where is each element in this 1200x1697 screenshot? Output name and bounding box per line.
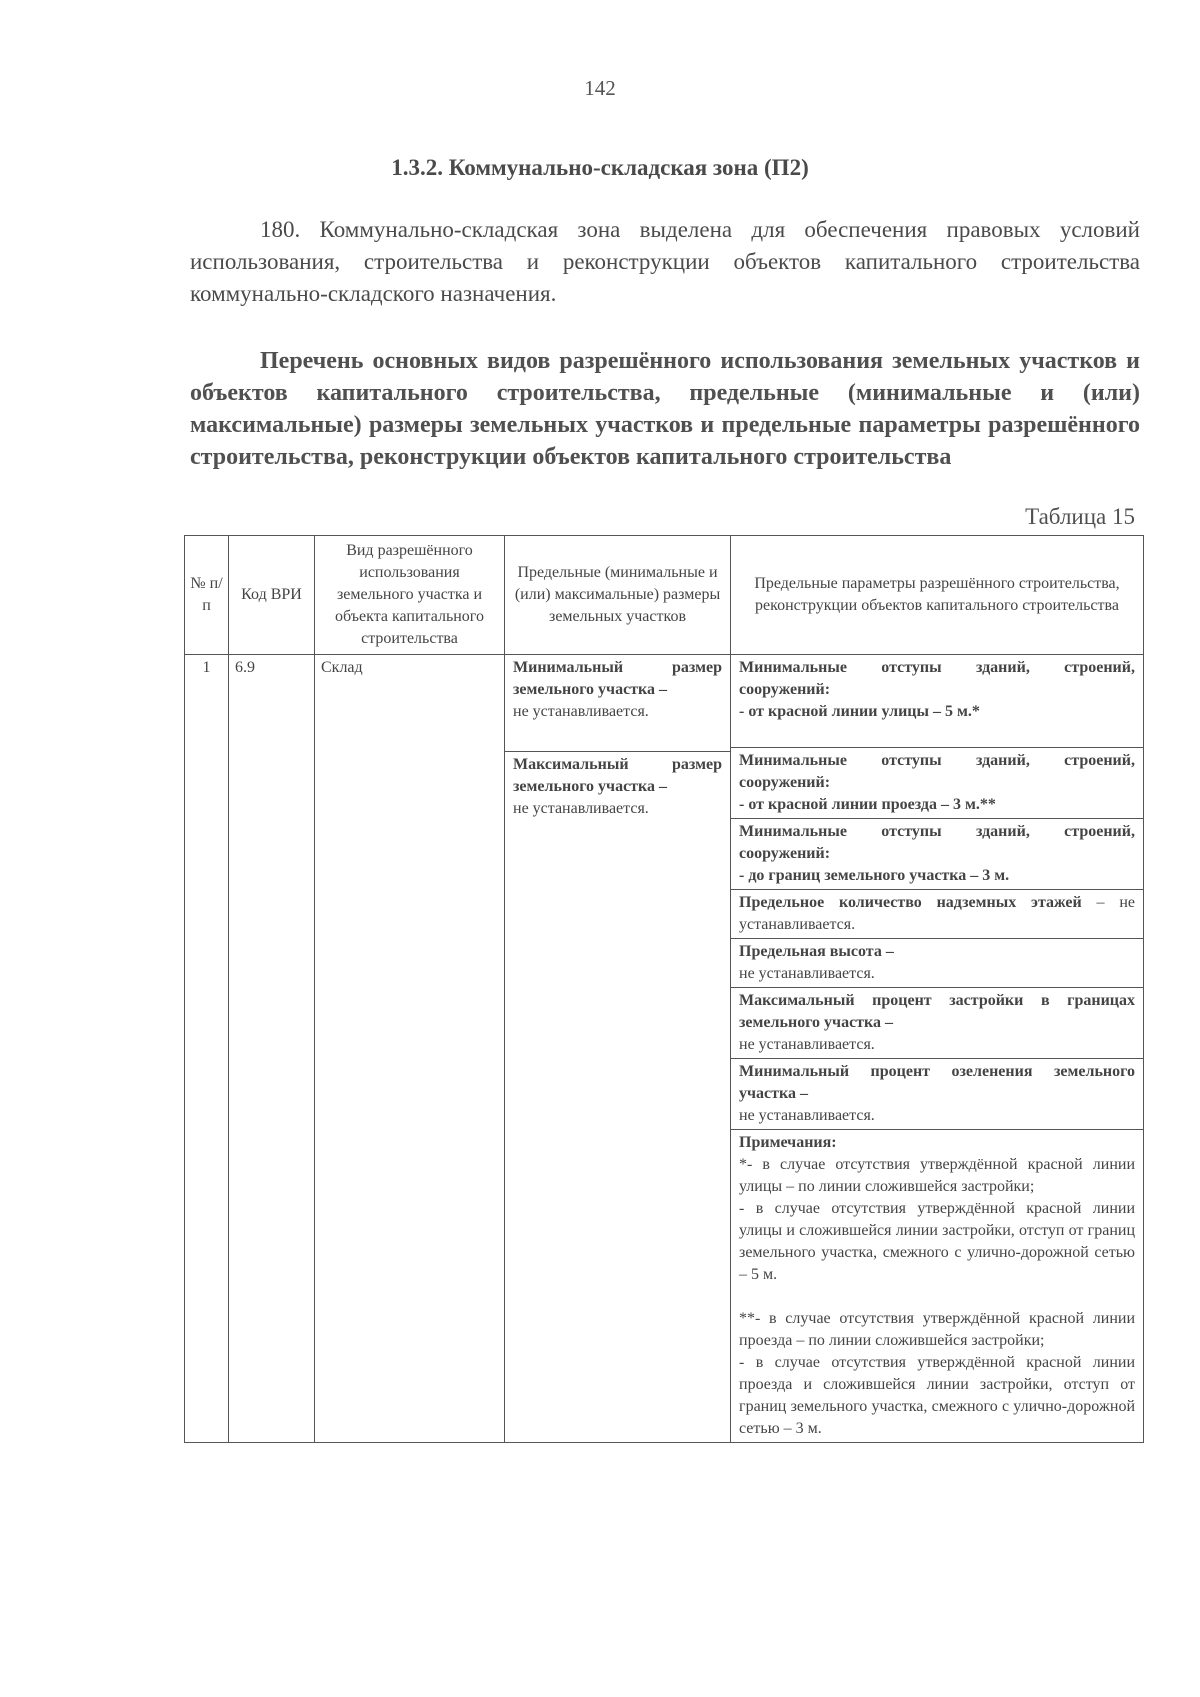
notes-title: Примечания: [739, 1134, 837, 1151]
param-front-setback [731, 655, 1143, 748]
header-kind: Вид разрешённого использования земельного участка и объекта капитального строительства [315, 536, 505, 655]
min-size-title: Минимальный размер земельного участка – [513, 659, 722, 698]
param-front-setback-line: - от красной линии улицы – 5 м.* [739, 703, 980, 720]
param-driveway-setback-title: Минимальные отступы зданий, строений, сооружений: [739, 752, 1135, 791]
param-greenery [731, 1059, 1143, 1130]
param-height-value: не устанавливается. [739, 965, 875, 982]
max-size-value: не устанавливается. [513, 800, 649, 817]
page-number: 142 [584, 76, 616, 100]
section-title: 1.3.2. Коммунально-складская зона (П2) [391, 155, 809, 180]
note-4: - в случае отсутствия утверждённой красной линии проезда и сложившейся линии застройки, отступ от границ земельного участка, смежного с улично-дорожной сетью – 3 м. [739, 1354, 1135, 1437]
param-greenery-value: не устанавливается. [739, 1107, 875, 1124]
param-coverage-value: не устанавливается. [739, 1036, 875, 1053]
header-code: Код ВРИ [229, 536, 315, 655]
param-driveway-setback [731, 748, 1143, 819]
row-code: 6.9 [229, 655, 315, 1443]
table-label: Таблица 15 [1025, 504, 1135, 529]
param-notes [731, 1130, 1143, 1442]
param-boundary-setback-line: - до границ земельного участка – 3 м. [739, 867, 1010, 884]
row-params [731, 655, 1144, 1443]
row-num: 1 [185, 655, 229, 1443]
param-greenery-title: Минимальный процент озеленения земельного участка – [739, 1063, 1135, 1102]
regulations-table [184, 535, 1144, 1443]
param-height-title: Предельная высота – [739, 943, 894, 960]
min-size-value: не устанавливается. [513, 703, 649, 720]
min-size-cell [505, 655, 730, 752]
param-floors [731, 890, 1143, 939]
param-boundary-setback [731, 819, 1143, 890]
max-size-title: Максимальный размер земельного участка – [513, 756, 722, 795]
max-size-cell [505, 752, 730, 822]
row-sizes [505, 655, 731, 1443]
notes-spacer [739, 1286, 1135, 1308]
note-3: **- в случае отсутствия утверждённой красной линии проезда – по линии сложившейся застройки; [739, 1310, 1135, 1349]
param-boundary-setback-title: Минимальные отступы зданий, строений, сооружений: [739, 823, 1135, 862]
params-stack [731, 655, 1143, 1442]
header-sizes: Предельные (минимальные и (или) максимальные) размеры земельных участков [505, 536, 731, 655]
param-coverage-title: Максимальный процент застройки в границах земельного участка – [739, 992, 1135, 1031]
header-params: Предельные параметры разрешённого строительства, реконструкции объектов капитального строительства [731, 536, 1144, 655]
list-title: Перечень основных видов разрешённого использования земельных участков и объектов капитального строительства, предельные (минимальные и (или) максимальные) размеры земельных участков и предельные параметры разрешённого строительства, реконструкции объектов капитального строительства [190, 348, 1140, 470]
param-front-setback-title: Минимальные отступы зданий, строений, сооружений: [739, 659, 1135, 698]
note-1: *- в случае отсутствия утверждённой красной линии улицы – по линии сложившейся застройки; [739, 1156, 1135, 1195]
param-driveway-setback-line: - от красной линии проезда – 3 м.** [739, 796, 996, 813]
table-row [185, 655, 1144, 1443]
intro-paragraph: 180. Коммунально-складская зона выделена для обеспечения правовых условий использования, строительства и реконструкции объектов капитального строительства коммунально-складского назначения. [190, 217, 1140, 306]
param-coverage [731, 988, 1143, 1059]
param-floors-value: – не устанавливается. [739, 894, 1135, 933]
param-floors-title: Предельное количество надземных этажей [739, 894, 1082, 911]
header-num: № п/п [185, 536, 229, 655]
param-height [731, 939, 1143, 988]
note-2: - в случае отсутствия утверждённой красной линии улицы и сложившейся линии застройки, отступ от границ земельного участка, смежного с улично-дорожной сетью – 5 м. [739, 1200, 1135, 1283]
table-header-row [185, 536, 1144, 655]
row-kind: Склад [315, 655, 505, 1443]
